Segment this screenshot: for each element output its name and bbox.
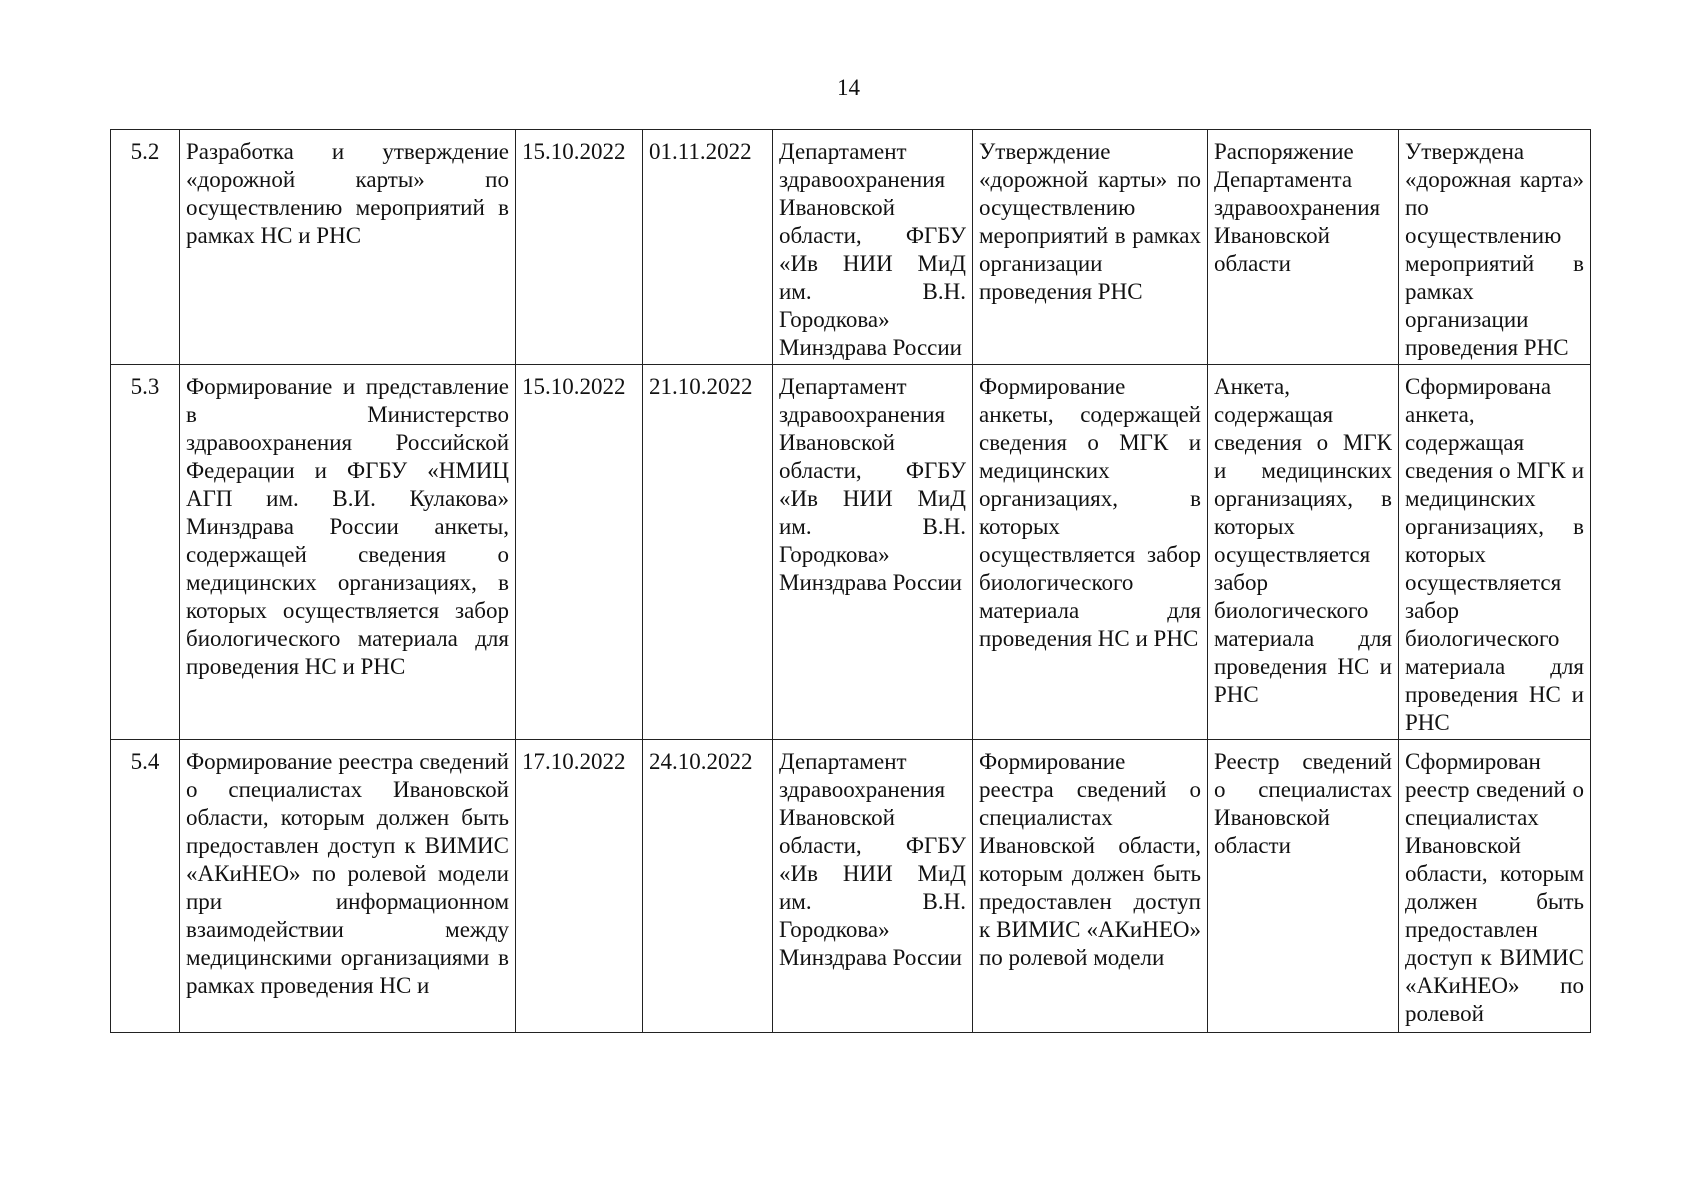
content-cell: Формирование анкеты, содержащей сведения о МГК и медицинских организациях, в которых осуществляется забор биологического материала для проведения НС и РНС xyxy=(973,365,1208,740)
end-date-cell: 01.11.2022 xyxy=(643,130,773,365)
end-date-cell: 21.10.2022 xyxy=(643,365,773,740)
result-cell: Сформирована анкета, содержащая сведения о МГК и медицинских организациях, в которых осуществляется забор биологического материала для проведения НС и РНС xyxy=(1399,365,1591,740)
content-cell: Формирование реестра сведений о специалистах Ивановской области, которым должен быть предоставлен доступ к ВИМИС «АКиНЕО» по ролевой модели xyxy=(973,740,1208,1033)
action-cell: Формирование и представление в Министерство здравоохранения Российской Федерации и ФГБУ «НМИЦ АГП им. В.И. Кулакова» Минздрава России анкеты, содержащей сведения о медицинских организациях, в которых осуществляется забор биологического материала для проведения НС и РНС xyxy=(180,365,516,740)
action-cell: Разработка и утверждение «дорожной карты» по осуществлению мероприятий в рамках НС и РНС xyxy=(180,130,516,365)
table-row xyxy=(111,740,1591,1033)
end-date-cell: 24.10.2022 xyxy=(643,740,773,1033)
page-number: 14 xyxy=(837,75,860,100)
document-cell: Реестр сведений о специалистах Ивановской области xyxy=(1208,740,1399,1033)
plan-table xyxy=(110,129,1591,1033)
document-cell: Распоряжение Департамента здравоохранения Ивановской области xyxy=(1208,130,1399,365)
row-number: 5.2 xyxy=(111,130,180,365)
executor-cell: Департамент здравоохранения Ивановской области, ФГБУ «Ив НИИ МиД им. В.Н. Городкова» Минздрава России xyxy=(773,130,973,365)
document-cell: Анкета, содержащая сведения о МГК и медицинских организациях, в которых осуществляется забор биологического материала для проведения НС и РНС xyxy=(1208,365,1399,740)
result-cell: Утверждена «дорожная карта» по осуществлению мероприятий в рамках организации проведения РНС xyxy=(1399,130,1591,365)
table-row xyxy=(111,130,1591,365)
start-date-cell: 15.10.2022 xyxy=(516,130,643,365)
row-number: 5.3 xyxy=(111,365,180,740)
start-date-cell: 17.10.2022 xyxy=(516,740,643,1033)
executor-cell: Департамент здравоохранения Ивановской области, ФГБУ «Ив НИИ МиД им. В.Н. Городкова» Минздрава России xyxy=(773,740,973,1033)
start-date-cell: 15.10.2022 xyxy=(516,365,643,740)
row-number: 5.4 xyxy=(111,740,180,1033)
result-cell: Сформирован реестр сведений о специалистах Ивановской области, которым должен быть предоставлен доступ к ВИМИС «АКиНЕО» по ролевой xyxy=(1399,740,1591,1033)
executor-cell: Департамент здравоохранения Ивановской области, ФГБУ «Ив НИИ МиД им. В.Н. Городкова» Минздрава России xyxy=(773,365,973,740)
table-row xyxy=(111,365,1591,740)
content-cell: Утверждение «дорожной карты» по осуществлению мероприятий в рамках организации проведения РНС xyxy=(973,130,1208,365)
action-cell: Формирование реестра сведений о специалистах Ивановской области, которым должен быть предоставлен доступ к ВИМИС «АКиНЕО» по ролевой модели при информационном взаимодействии между медицинскими организациями в рамках проведения НС и xyxy=(180,740,516,1033)
